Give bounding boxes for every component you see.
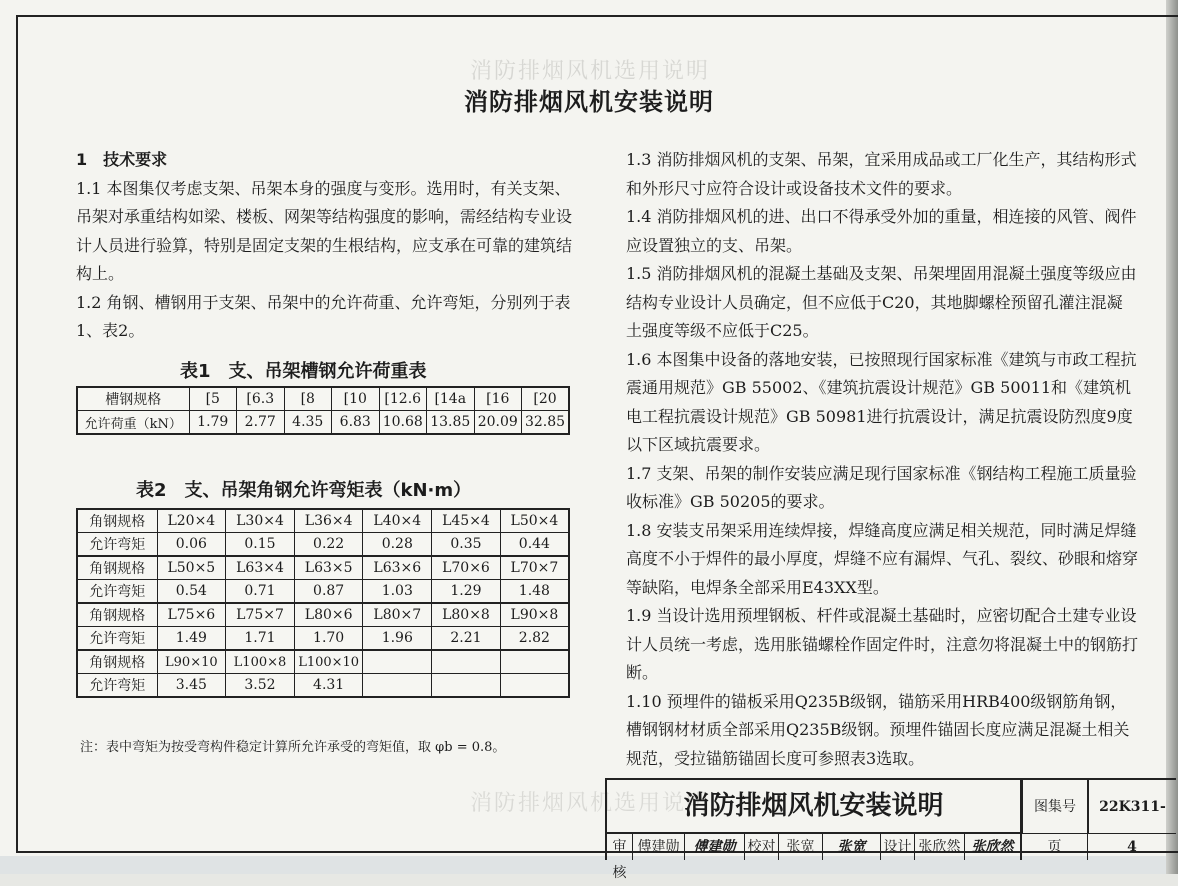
table2-value-cell: 0.71 [226, 580, 295, 604]
table2-spec-row [77, 650, 569, 674]
table1-value-cell: 32.85 [522, 411, 570, 435]
table2-spec-cell: L70×7 [500, 556, 569, 580]
page-title: 消防排烟风机安装说明 [464, 88, 714, 116]
table2-value-cell: 1.29 [432, 580, 501, 604]
signature-row [605, 834, 1176, 881]
bleed-through-text-bottom: 消防排烟风机选用说明 [470, 791, 711, 816]
table1-row-label: 允许荷重（kN） [77, 411, 189, 435]
paragraph-1-3: 1.3 消防排烟风机的支架、吊架，宜采用成品或工厂化生产，其结构形式和外形尺寸应符合设计或设备技术文件的要求。 [626, 150, 1137, 198]
table1-spec-cell: [8 [284, 387, 332, 411]
reviewer-signature: 傅建勋 [685, 834, 745, 860]
table2-spec-cell: L70×6 [432, 556, 501, 580]
table2-value-row [77, 627, 569, 651]
table2-spec-cell: L36×4 [294, 509, 363, 533]
section-heading: 1 技术要求 [76, 150, 168, 169]
table2-value-cell: 0.54 [157, 580, 226, 604]
paragraph-1-6: 1.6 本图集中设备的落地安装，已按照现行国家标准《建筑与市政工程抗震通用规范》GB 55002、《建筑抗震设计规范》GB 50011和《建筑机电工程抗震设计规范》GB 50981进行抗震设计，满足抗震设防烈度9度以下区域抗震要求。 [626, 349, 1137, 454]
table2-value-label: 允许弯矩 [77, 580, 157, 604]
table2-value-cell [432, 674, 501, 698]
table2-angle-steel [76, 508, 570, 698]
table2-spec-cell: L40×4 [363, 509, 432, 533]
table2-spec-cell: L75×7 [226, 603, 295, 627]
table2-spec-cell: L100×10 [294, 650, 363, 674]
paragraph-1-5: 1.5 消防排烟风机的混凝土基础及支架、吊架埋固用混凝土强度等级应由结构专业设计人员确定，但不应低于C20，其地脚螺栓预留孔灌注混凝土强度等级不应低于C25。 [626, 264, 1137, 340]
table2-spec-cell: L63×4 [226, 556, 295, 580]
table2-value-row [77, 674, 569, 698]
table2-value-cell: 1.03 [363, 580, 432, 604]
table2-value-cell: 4.31 [294, 674, 363, 698]
table2-spec-label: 角钢规格 [77, 509, 157, 533]
table2-caption: 表2 支、吊架角钢允许弯矩表（kN·m） [136, 480, 472, 501]
table1-spec-cell: [5 [189, 387, 237, 411]
table2-value-cell: 0.22 [294, 533, 363, 557]
table2-spec-cell: L50×5 [157, 556, 226, 580]
table1-value-cell: 20.09 [474, 411, 522, 435]
paragraph-1-2: 1.2 角钢、槽钢用于支架、吊架中的允许荷重、允许弯矩，分别列于表1、表2。 [76, 292, 571, 340]
table2-value-label: 允许弯矩 [77, 533, 157, 557]
table2-value-cell: 1.49 [157, 627, 226, 651]
atlas-number-label: 图集号 [1022, 778, 1088, 834]
table2-spec-cell: L90×10 [157, 650, 226, 674]
page-number: 4 [1127, 839, 1137, 855]
atlas-number: 22K311- [1088, 778, 1176, 834]
table1-value-row [77, 411, 569, 435]
table2-spec-cell: L63×5 [294, 556, 363, 580]
table2-spec-cell: L100×8 [226, 650, 295, 674]
table1-spec-row [77, 387, 569, 411]
table2-spec-cell [363, 650, 432, 674]
title-block [605, 778, 1176, 881]
table2-value-cell: 1.70 [294, 627, 363, 651]
table2-value-cell: 0.35 [432, 533, 501, 557]
table1-value-cell: 4.35 [284, 411, 332, 435]
table2-value-cell: 0.15 [226, 533, 295, 557]
left-column [76, 146, 576, 346]
table2-value-label: 允许弯矩 [77, 674, 157, 698]
page-label: 页 [1022, 834, 1088, 860]
table2-spec-row [77, 509, 569, 533]
table1-value-cell: 10.68 [379, 411, 427, 435]
bleed-through-text: 消防排烟风机选用说明 [470, 59, 711, 84]
table2-spec-cell: L80×7 [363, 603, 432, 627]
table1-value-cell: 6.83 [332, 411, 380, 435]
table-note: 注：表中弯矩为按受弯构件稳定计算所允许承受的弯矩值，取 φb = 0.8。 [80, 740, 506, 755]
table1-caption: 表1 支、吊架槽钢允许荷重表 [180, 361, 427, 382]
paragraph-1-7: 1.7 支架、吊架的制作安装应满足现行国家标准《钢结构工程施工质量验收标准》GB 50205的要求。 [626, 463, 1137, 511]
table1-row-label: 槽钢规格 [77, 387, 189, 411]
table1-value-cell: 13.85 [427, 411, 475, 435]
table2-value-row [77, 533, 569, 557]
table2-spec-cell: L45×4 [432, 509, 501, 533]
paragraph-1-9: 1.9 当设计选用预埋钢板、杆件或混凝土基础时，应密切配合土建专业设计人员统一考虑，选用胀锚螺栓作固定件时，注意勿将混凝土中的钢筋打断。 [626, 606, 1139, 682]
table2-spec-cell: L90×8 [500, 603, 569, 627]
table2-spec-cell: L80×8 [432, 603, 501, 627]
table2-value-cell: 1.48 [500, 580, 569, 604]
paragraph-1-4: 1.4 消防排烟风机的进、出口不得承受外加的重量，相连接的风管、阀件应设置独立的支、吊架。 [626, 207, 1137, 255]
table1-spec-cell: [10 [332, 387, 380, 411]
table2-value-cell [500, 674, 569, 698]
paragraph-1-8: 1.8 安装支吊架采用连续焊接，焊缝高度应满足相关规范，同时满足焊缝高度不小于焊件的最小厚度，焊缝不应有漏焊、气孔、裂纹、砂眼和熔穿等缺陷，电焊条全部采用E43XX型。 [626, 520, 1139, 597]
check-label: 校对 [745, 834, 779, 860]
table1-spec-cell: [20 [522, 387, 570, 411]
table2-spec-cell: L63×6 [363, 556, 432, 580]
right-column [626, 146, 1138, 773]
reviewer-name: 傅建勋 [633, 834, 685, 860]
table2-spec-cell: L80×6 [294, 603, 363, 627]
table2-value-cell: 3.45 [157, 674, 226, 698]
paragraph-1-1: 1.1 本图集仅考虑支架、吊架本身的强度与变形。选用时，有关支架、吊架对承重结构如梁、楼板、网架等结构强度的影响，需经结构专业设计人员进行验算，特别是固定支架的生根结构，应支承在可靠的建筑结构上。 [76, 178, 573, 283]
table2-spec-cell: L30×4 [226, 509, 295, 533]
table1-spec-cell: [12.6 [379, 387, 427, 411]
table2-value-label: 允许弯矩 [77, 627, 157, 651]
table1-value-cell: 2.77 [237, 411, 285, 435]
design-label: 设计 [881, 834, 915, 860]
table2-spec-label: 角钢规格 [77, 603, 157, 627]
table2-value-cell: 1.96 [363, 627, 432, 651]
table2-value-row [77, 580, 569, 604]
table1-value-cell: 1.79 [189, 411, 237, 435]
table2-spec-label: 角钢规格 [77, 650, 157, 674]
checker-signature: 张宽 [823, 834, 881, 860]
table2-value-cell: 2.21 [432, 627, 501, 651]
checker-name: 张宽 [779, 834, 823, 860]
table2-spec-cell [432, 650, 501, 674]
table2-value-cell: 0.87 [294, 580, 363, 604]
table2-spec-label: 角钢规格 [77, 556, 157, 580]
review-label: 审核 [605, 834, 633, 860]
table1-channel-steel [76, 386, 570, 435]
table2-value-cell: 0.28 [363, 533, 432, 557]
table2-spec-cell [500, 650, 569, 674]
title-block-title: 消防排烟风机安装说明 [605, 778, 1022, 834]
table2-value-cell: 0.06 [157, 533, 226, 557]
table2-spec-row [77, 603, 569, 627]
designer-signature: 张欣然 [965, 834, 1022, 860]
table2-spec-cell: L20×4 [157, 509, 226, 533]
table2-value-cell [363, 674, 432, 698]
table2-spec-cell: L50×4 [500, 509, 569, 533]
table1-spec-cell: [16 [474, 387, 522, 411]
table2-value-cell: 3.52 [226, 674, 295, 698]
table2-value-cell: 1.71 [226, 627, 295, 651]
designer-name: 张欣然 [915, 834, 965, 860]
paragraph-1-10: 1.10 预埋件的锚板采用Q235B级钢，锚筋采用HRB400级钢筋角钢，槽钢钢材材质全部采用Q235B级钢。预埋件锚固长度应满足混凝土相关规范，受拉锚筋锚固长度可参照表3选取。 [626, 691, 1130, 768]
table1-spec-cell: [14a [427, 387, 475, 411]
table2-value-cell: 2.82 [500, 627, 569, 651]
table2-value-cell: 0.44 [500, 533, 569, 557]
table2-spec-cell: L75×6 [157, 603, 226, 627]
table2-spec-row [77, 556, 569, 580]
table1-spec-cell: [6.3 [237, 387, 285, 411]
